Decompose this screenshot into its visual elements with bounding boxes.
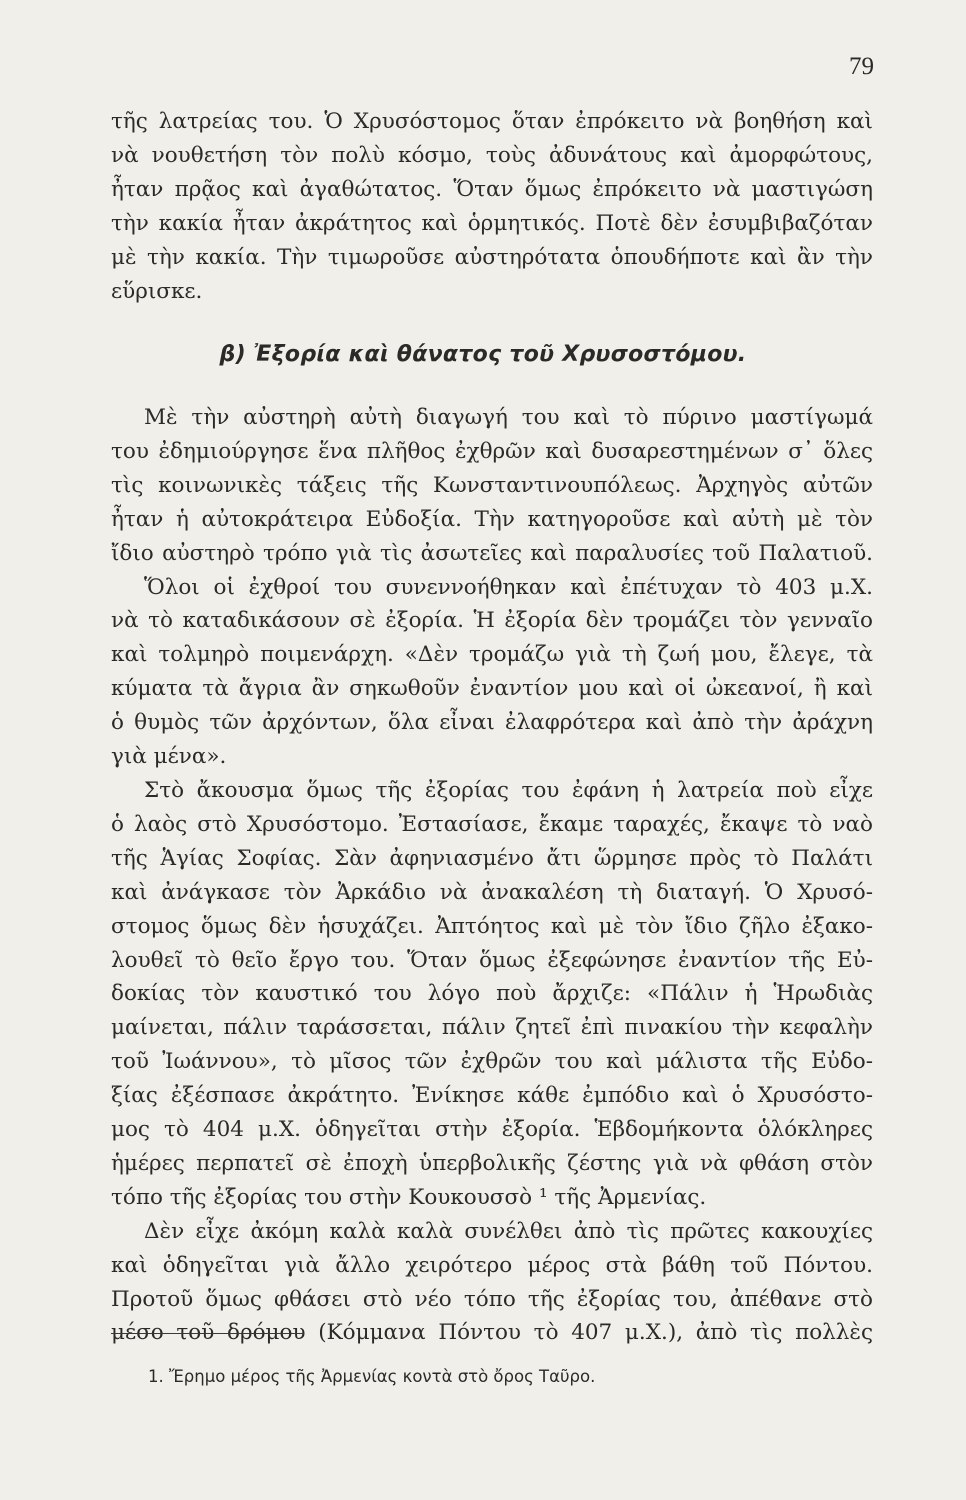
footnote: 1. Ἔρημο μέρος τῆς Ἀρμενίας κοντὰ στὸ ὄρος Ταῦρο. (148, 1367, 596, 1386)
text-line: νὰ νουθετήση τὸν πολὺ κόσμο, τοὺς ἀδυνάτους καὶ ἀμορφώτους, (111, 142, 873, 168)
section-heading: β) Ἐξορία καὶ θάνατος τοῦ Χρυσοστόμου. (219, 342, 747, 367)
text-line: δοκίας τὸν καυστικό του λόγο ποὺ ἄρχιζε: «Πάλιν ἡ Ἡρωδιὰς (111, 981, 873, 1007)
text-line: τοῦ Ἰωάννου», τὸ μῖσος τῶν ἐχθρῶν του καὶ μάλιστα τῆς Εὐδο- (111, 1049, 873, 1075)
text-line: Στὸ ἄκουσμα ὅμως τῆς ἐξορίας του ἐφάνη ἡ λατρεία ποὺ εἶχε (144, 777, 873, 803)
text-line: ὁ λαὸς στὸ Χρυσόστομο. Ἐστασίασε, ἔκαμε ταραχές, ἔκαψε τὸ ναὸ (111, 811, 873, 837)
text-line: ἴδιο αὐστηρὸ τρόπο γιὰ τὶς ἀσωτεῖες καὶ παραλυσίες τοῦ Παλατιοῦ. (111, 540, 873, 566)
text-line: ὁ θυμὸς τῶν ἀρχόντων, ὅλα εἶναι ἐλαφρότερα καὶ ἀπὸ τὴν ἀράχνη (111, 710, 873, 736)
text-line: Ὅλοι οἱ ἐχθροί του συνεννοήθηκαν καὶ ἐπέτυχαν τὸ 403 μ.Χ. (144, 574, 873, 600)
text-line: καὶ τολμηρὸ ποιμενάρχη. «Δὲν τρομάζω γιὰ τὴ ζωή μου, ἔλεγε, τὰ (111, 642, 873, 668)
text-line: εὕρισκε. (111, 278, 203, 304)
text-line: μος τὸ 404 μ.Χ. ὁδηγεῖται στὴν ἐξορία. Ἑβδομήκοντα ὁλόκληρες (111, 1117, 873, 1143)
text-line: Προτοῦ ὅμως φθάσει στὸ νέο τόπο τῆς ἐξορίας του, ἀπέθανε στὸ (111, 1286, 873, 1312)
text-line: γιὰ μένα». (111, 744, 227, 770)
text-line: ξίας ἐξέσπασε ἀκράτητο. Ἐνίκησε κάθε ἐμπόδιο καὶ ὁ Χρυσόστο- (111, 1083, 873, 1109)
text-line: μέσο τοῦ δρόμου (Κόμμανα Πόντου τὸ 407 μ.Χ.), ἀπὸ τὶς πολλὲς (111, 1320, 873, 1346)
text-line: μὲ τὴν κακία. Τὴν τιμωροῦσε αὐστηρότατα ὁπουδήποτε καὶ ἂν τὴν (111, 244, 873, 270)
text-line: τὶς κοινωνικὲς τάξεις τῆς Κωνσταντινουπόλεως. Ἀρχηγὸς αὐτῶν (111, 472, 873, 498)
page-number: 79 (849, 53, 874, 80)
section-body (111, 401, 873, 1350)
text-line: στομος ὅμως δὲν ἡσυχάζει. Ἀπτόητος καὶ μὲ τὸν ἴδιο ζῆλο ἐξακο- (111, 913, 873, 939)
paragraph-opening (111, 105, 873, 308)
text-line: του ἐδημιούργησε ἕνα πλῆθος ἐχθρῶν καὶ δυσαρεστημένων σ᾽ ὅλες (111, 438, 873, 464)
text-line: Μὲ τὴν αὐστηρὴ αὐτὴ διαγωγή του καὶ τὸ πύρινο μαστίγωμά (144, 405, 873, 430)
text-line: καὶ ὁδηγεῖται γιὰ ἄλλο χειρότερο μέρος στὰ βάθη τοῦ Πόντου. (111, 1252, 873, 1278)
text-line: μαίνεται, πάλιν ταράσσεται, πάλιν ζητεῖ ἐπὶ πινακίου τὴν κεφαλὴν (111, 1015, 873, 1041)
text-line: κύματα τὰ ἄγρια ἂν σηκωθοῦν ἐναντίον μου καὶ οἱ ὠκεανοί, ἢ καὶ (111, 676, 873, 702)
text-line: τῆς λατρείας του. Ὁ Χρυσόστομος ὅταν ἐπρόκειτο νὰ βοηθήση καὶ (111, 109, 873, 134)
text-line: ἡμέρες περπατεῖ σὲ ἐποχὴ ὑπερβολικῆς ζέστης γιὰ νὰ φθάση στὸν (111, 1150, 873, 1176)
text-line: καὶ ἀνάγκασε τὸν Ἀρκάδιο νὰ ἀνακαλέση τὴ διαταγή. Ὁ Χρυσό- (111, 879, 873, 905)
footnote-divider (111, 1333, 304, 1334)
text-line: τόπο τῆς ἐξορίας του στὴν Κουκουσσὸ ¹ τῆς Ἀρμενίας. (111, 1184, 707, 1210)
text-line: Δὲν εἶχε ἀκόμη καλὰ καλὰ συνέλθει ἀπὸ τὶς πρῶτες κακουχίες (144, 1218, 873, 1244)
text-line: τὴν κακία ἦταν ἀκράτητος καὶ ὁρμητικός. Ποτὲ δὲν ἐσυμβιβαζόταν (111, 210, 873, 236)
text-line: ἦταν πρᾷος καὶ ἀγαθώτατος. Ὅταν ὅμως ἐπρόκειτο νὰ μαστιγώση (111, 176, 873, 202)
text-line: νὰ τὸ καταδικάσουν σὲ ἐξορία. Ἡ ἐξορία δὲν τρομάζει τὸν γενναῖο (111, 608, 873, 634)
text-line: ἦταν ἡ αὐτοκράτειρα Εὐδοξία. Τὴν κατηγοροῦσε καὶ αὐτὴ μὲ τὸν (111, 506, 873, 532)
text-line: λουθεῖ τὸ θεῖο ἔργο του. Ὅταν ὅμως ἐξεφώνησε ἐναντίον τῆς Εὐ- (111, 947, 873, 973)
text-line: τῆς Ἁγίας Σοφίας. Σὰν ἀφηνιασμένο ἄτι ὥρμησε πρὸς τὸ Παλάτι (111, 845, 873, 871)
